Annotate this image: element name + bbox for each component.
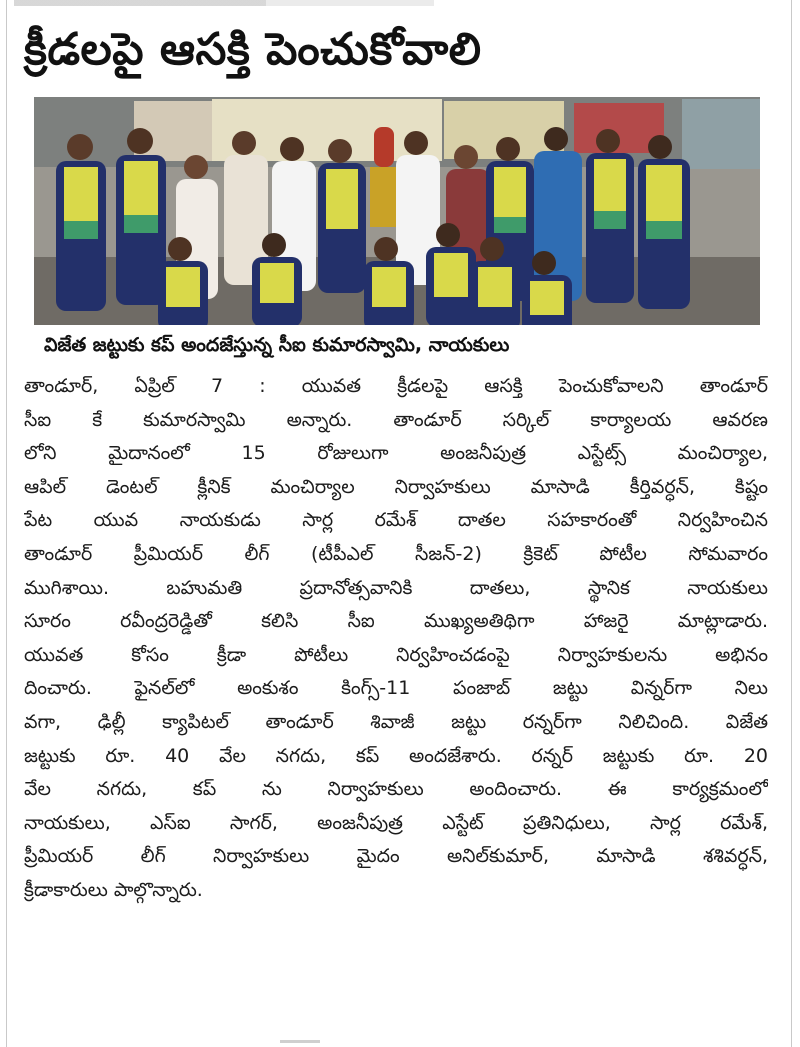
body-line: వగా, ఢిల్లీ క్యాపిటల్ తాండూర్ శివాజీ జట్టు రన్నర్‌గా నిలిచింది. విజేత [24,710,768,733]
body-line: సీఐ కే కుమారస్వామి అన్నారు. తాండూర్ సర్కిల్ కార్యాలయ ఆవరణ [24,408,768,431]
body-line: తాండూర్ ప్రీమియర్ లీగ్ (టీపీఎల్ సీజన్-2) క్రికెట్ పోటీల సోమవారం [24,542,768,565]
body-line: ప్రీమియర్ లీగ్ నిర్వాహకులు మైదం అనిల్‌కుమార్, మాసాడి శశివర్ధన్, [24,845,768,868]
body-line: ముగిశాయి. బహుమతి ప్రదానోత్సవానికి దాతలు, స్థానిక నాయకులు [24,576,768,599]
clipped-footer-mark [280,1040,320,1043]
body-line: తాండూర్, ఏప్రిల్ 7 : యువత క్రీడలపై ఆసక్తి పెంచుకోవాలని తాండూర్ [24,375,768,397]
body-line: ఆపిల్ డెంటల్ క్లీనిక్ మంచిర్యాల నిర్వాహకులు మాసాడి కీర్తివర్ధన్, కిష్టం [24,475,768,498]
body-line: క్రీడాకారులు పాల్గొన్నారు. [24,878,203,901]
body-line: లోని మైదానంలో 15 రోజులుగా అంజనీపుత్ర ఎస్టేట్స్ మంచిర్యాల, [24,442,768,465]
team-photo-illustration [34,97,760,325]
body-line: నాయకులు, ఎస్ఐ సాగర్, అంజనీపుత్ర ఎస్టేట్ ప్రతినిధులు, సార్ల రమేశ్, [24,811,768,834]
body-line: యువత కోసం క్రీడా పోటీలు నిర్వహించడంపై నిర్వాహకులను అభినం [24,643,768,666]
body-line: వేల నగదు, కప్ ను నిర్వాహకులు అందించారు. ఈ కార్యక్రమంలో [24,778,768,801]
clipped-header-strip [14,0,434,6]
body-line: జట్టుకు రూ. 40 వేల నగదు, కప్ అందజేశారు. రన్నర్ జట్టుకు రూ. 20 [24,744,768,767]
body-line: దించారు. ఫైనల్‌లో అంకుశం కింగ్స్-11 పంజాబ్ జట్టు విన్నర్‌గా నిలు [24,677,768,700]
photo-caption: విజేత జట్టుకు కప్ అందజేస్తున్న సీఐ కుమారస్వామి, నాయకులు [44,334,510,356]
body-line: పేట యువ నాయకుడు సార్ల రమేశ్ దాతల సహకారంతో నిర్వహించిన [24,509,768,532]
article-body [24,370,768,908]
body-line: సూరం రవీంద్రరెడ్డితో కలిసి సీఐ ముఖ్యఅతిథిగా హాజరై మాట్లాడారు. [24,610,768,633]
article-photo [34,97,760,325]
article-headline: క్రీడలపై ఆసక్తి పెంచుకోవాలి [24,24,482,75]
